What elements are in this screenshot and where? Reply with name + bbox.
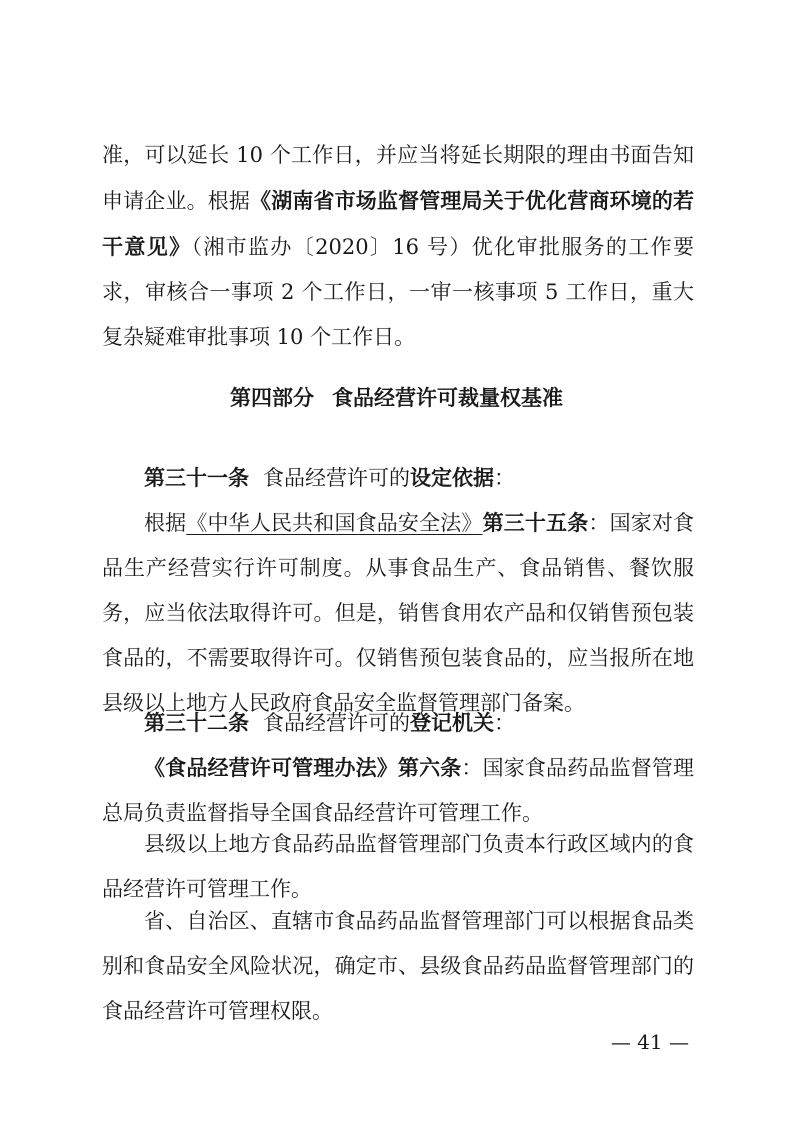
article-31 [102, 455, 694, 501]
page-number: — 41 — [610, 1030, 689, 1054]
article-32-label: 第三十二条 [144, 710, 249, 735]
article-32 [102, 700, 694, 746]
part-title: 食品经营许可裁量权基准 [332, 385, 563, 410]
reg-text: 国家食品药品监督管理总局负责监督指导全国食品经营许可管理工作。 [102, 756, 695, 825]
hunan-opinion-title: 《湖南省市场监督管理局关于优化营商环境的若干意见》 [102, 188, 695, 259]
article-35-ref: 第三十五条 [482, 510, 589, 535]
reg-colon: ： [461, 756, 483, 780]
article-32-colon: ： [494, 711, 515, 735]
article-31-text: 食品经营许可的 [263, 466, 410, 490]
basis-text: 国家对食品生产经营实行许可制度。从事食品生产、食品销售、餐饮服务，应当依法取得许可。但是，销售食用农产品和仅销售预包装食品的，不需要取得许可。仅销售预包装食品的，应当报所在地县级以上地方人民政府食品安全监督管理部门备案。 [102, 511, 695, 715]
basis-lead: 根据 [144, 511, 187, 535]
approval-text-1: 准，可以延长 10 个工作日，并应当将延长期限的理由书面告知申请企业。根据 [102, 143, 694, 213]
article-32-text: 食品经营许可的 [263, 711, 410, 735]
article-31-label: 第三十一条 [144, 465, 249, 490]
basis-colon: ： [588, 511, 610, 535]
article-31-bold: 设定依据 [410, 465, 494, 490]
part-number: 第四部分 [230, 385, 314, 410]
paragraph-approval-period [102, 133, 694, 360]
part-heading [0, 378, 793, 418]
paragraph-provincial: 省、自治区、直辖市食品药品监督管理部门可以根据食品类别和食品安全风险状况，确定市、县级食品药品监督管理部门的食品经营许可管理权限。 [102, 909, 694, 1023]
article-31-colon: ： [494, 466, 515, 490]
food-safety-law-title: 《中华人民共和国食品安全法》 [186, 511, 483, 535]
paragraph-legal-basis [102, 500, 694, 726]
approval-text-2: （湘市监办〔2020〕16 号）优化审批服务的工作要求，审核合一事项 2 个工作日，一审一核事项 5 工作日，重大复杂疑难审批事项 10 个工作日。 [102, 235, 695, 349]
article-32-bold: 登记机关 [410, 710, 494, 735]
measures-article-6: 《食品经营许可管理办法》第六条 [144, 755, 462, 780]
paragraph-county-level: 县级以上地方食品药品监督管理部门负责本行政区域内的食品经营许可管理工作。 [102, 832, 694, 901]
